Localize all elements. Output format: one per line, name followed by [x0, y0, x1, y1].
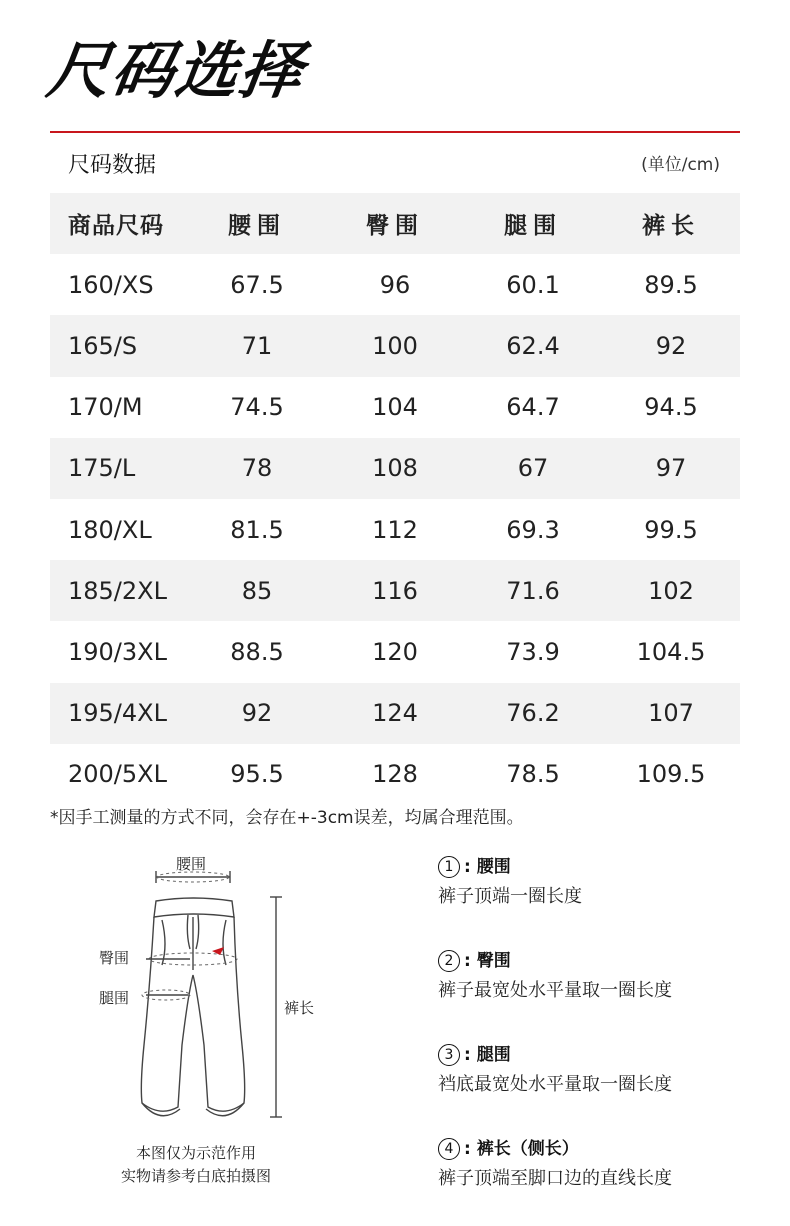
- header-cell: 臀围: [366, 213, 424, 240]
- header-cell: 裤长: [642, 213, 700, 240]
- table-cell: 97: [655, 454, 687, 483]
- table-cell: 92: [241, 699, 273, 728]
- table-row: [50, 683, 740, 744]
- desc-text: 裤子顶端至脚口边的直线长度: [438, 1168, 672, 1189]
- table-cell: 67.5: [230, 270, 284, 299]
- desc-title-text: : 裤长（侧长）: [464, 1139, 579, 1159]
- table-cell: 180/XL: [68, 515, 152, 544]
- table-cell: 128: [372, 760, 418, 789]
- table-cell: 96: [379, 270, 411, 299]
- brand-logo: [212, 947, 224, 955]
- table-cell: 73.9: [506, 637, 560, 666]
- desc-title: [438, 1134, 672, 1160]
- table-header-row: [50, 193, 740, 254]
- thigh-label: 腿围: [99, 989, 130, 1007]
- desc-text: 裤子最宽处水平量取一圈长度: [438, 980, 672, 1001]
- table-cell: 104.5: [636, 637, 706, 666]
- table-cell: 71.6: [506, 576, 560, 605]
- table-cell: 190/3XL: [68, 637, 167, 666]
- header-cell: 商品尺码: [68, 213, 164, 240]
- table-cell: 99.5: [644, 515, 698, 544]
- unit-label: (单位/cm): [641, 155, 720, 175]
- table-cell: 112: [372, 515, 418, 544]
- desc-title: [438, 946, 672, 972]
- page-title: 尺码选择: [42, 34, 310, 107]
- table-cell: 108: [372, 454, 418, 483]
- table-cell: 104: [372, 393, 418, 422]
- desc-text: 裤子顶端一圈长度: [438, 886, 582, 907]
- header-cell: 腿围: [504, 213, 562, 240]
- table-cell: 64.7: [506, 393, 560, 422]
- table-row: [50, 254, 740, 315]
- table-cell: 81.5: [230, 515, 284, 544]
- desc-thigh: [438, 1040, 672, 1096]
- table-cell: 85: [241, 576, 273, 605]
- desc-text: 裆底最宽处水平量取一圈长度: [438, 1074, 672, 1095]
- desc-title-text: : 臀围: [464, 951, 511, 971]
- caption-line: 实物请参考白底拍摄图: [120, 1167, 271, 1185]
- table-row: [50, 744, 740, 805]
- table-cell: 109.5: [636, 760, 706, 789]
- table-cell: 78.5: [506, 760, 560, 789]
- circled-number: 1: [438, 856, 460, 878]
- table-cell: 89.5: [644, 270, 698, 299]
- table-row: [50, 621, 740, 682]
- table-cell: 69.3: [506, 515, 560, 544]
- waist-label: 腰围: [176, 855, 207, 873]
- table-cell: 62.4: [506, 331, 560, 360]
- table-cell: 88.5: [230, 637, 284, 666]
- table-cell: 102: [648, 576, 694, 605]
- hip-label: 臀围: [99, 949, 130, 967]
- desc-hip: [438, 946, 672, 1002]
- table-row: [50, 438, 740, 499]
- table-cell: 170/M: [68, 393, 143, 422]
- size-table: [50, 193, 740, 805]
- table-row: [50, 377, 740, 438]
- table-row: [50, 315, 740, 376]
- pants-diagram: [90, 845, 350, 1135]
- table-cell: 185/2XL: [68, 576, 167, 605]
- length-label: 裤长: [284, 999, 315, 1017]
- table-cell: 60.1: [506, 270, 560, 299]
- table-row: [50, 560, 740, 621]
- header-cell: 腰围: [228, 213, 286, 240]
- table-cell: 76.2: [506, 699, 560, 728]
- desc-title-text: : 腿围: [464, 1045, 511, 1065]
- table-cell: 175/L: [68, 454, 136, 483]
- table-cell: 120: [372, 637, 418, 666]
- table-cell: 107: [648, 699, 694, 728]
- table-cell: 200/5XL: [68, 760, 167, 789]
- table-cell: 100: [372, 331, 418, 360]
- table-cell: 67: [517, 454, 549, 483]
- desc-title: [438, 1040, 672, 1066]
- measurement-note: *因手工测量的方式不同，会存在+-3cm误差，均属合理范围。: [50, 808, 524, 828]
- table-cell: 124: [372, 699, 418, 728]
- table-cell: 160/XS: [68, 270, 154, 299]
- desc-title: [438, 852, 582, 878]
- table-row: [50, 499, 740, 560]
- desc-length: [438, 1134, 672, 1190]
- table-cell: 78: [241, 454, 273, 483]
- table-cell: 116: [372, 576, 418, 605]
- desc-title-text: : 腰围: [464, 857, 511, 877]
- caption-line: 本图仅为示范作用: [135, 1144, 256, 1162]
- table-cell: 71: [241, 331, 273, 360]
- table-cell: 92: [655, 331, 687, 360]
- desc-waist: [438, 852, 582, 908]
- table-cell: 94.5: [644, 393, 698, 422]
- table-cell: 195/4XL: [68, 699, 167, 728]
- section-label: 尺码数据: [68, 153, 157, 178]
- circled-number: 3: [438, 1044, 460, 1066]
- table-cell: 74.5: [230, 393, 284, 422]
- title-divider: [50, 131, 740, 133]
- table-cell: 95.5: [230, 760, 284, 789]
- table-cell: 165/S: [68, 331, 138, 360]
- circled-number: 4: [438, 1138, 460, 1160]
- circled-number: 2: [438, 950, 460, 972]
- diagram-caption: [96, 1142, 296, 1188]
